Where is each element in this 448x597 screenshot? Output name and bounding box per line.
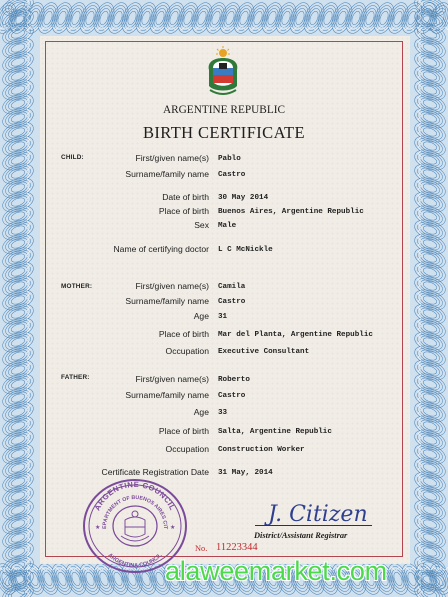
father-pob-value: Salta, Argentine Republic bbox=[218, 428, 332, 436]
father-surname-label: Surname/family name bbox=[125, 390, 209, 400]
svg-text:★: ★ bbox=[170, 525, 176, 531]
father-occupation-value: Construction Worker bbox=[218, 446, 305, 454]
serial-number: 11223344 bbox=[216, 542, 258, 553]
document-title: BIRTH CERTIFICATE bbox=[142, 123, 306, 142]
certifying-doctor-value: L C McNickle bbox=[218, 246, 273, 254]
father-age-label: Age bbox=[193, 407, 209, 417]
mother-pob-label: Place of birth bbox=[158, 329, 209, 339]
signature-line bbox=[255, 525, 372, 526]
child-pob-value: Buenos Aires, Argentine Republic bbox=[218, 208, 364, 216]
father-first-name-label: First/given name(s) bbox=[135, 374, 209, 384]
child-first-name-label: First/given name(s) bbox=[135, 153, 209, 163]
child-surname-value: Castro bbox=[218, 171, 246, 179]
signature-caption: District/Assistant Registrar bbox=[254, 531, 348, 540]
father-first-name-value: Roberto bbox=[218, 376, 250, 384]
mother-occupation-label: Occupation bbox=[165, 346, 209, 356]
section-mother-label: MOTHER: bbox=[61, 283, 93, 290]
mother-first-name-label: First/given name(s) bbox=[135, 281, 209, 291]
father-pob-label: Place of birth bbox=[158, 426, 209, 436]
father-surname-value: Castro bbox=[218, 392, 246, 400]
registrar-signature: J. Citizen bbox=[268, 502, 368, 527]
mother-surname-value: Castro bbox=[218, 298, 246, 306]
mother-age-value: 31 bbox=[218, 313, 228, 321]
child-surname-label: Surname/family name bbox=[125, 169, 209, 179]
registration-date-label: Certificate Registration Date bbox=[101, 467, 209, 477]
svg-text:ARGENTINA COUNCIL bbox=[107, 552, 164, 569]
serial-number-prefix: No. bbox=[195, 544, 208, 553]
child-sex-value: Male bbox=[218, 222, 237, 230]
svg-text:★: ★ bbox=[95, 525, 101, 531]
mother-occupation-value: Executive Consultant bbox=[218, 348, 310, 356]
mother-surname-label: Surname/family name bbox=[125, 296, 209, 306]
child-dob-value: 30 May 2014 bbox=[218, 194, 269, 202]
seal-inner-text: EPARTMENT OF BUENOS AIRES CIT bbox=[101, 494, 169, 530]
registration-date-value: 31 May, 2014 bbox=[218, 469, 273, 477]
child-pob-label: Place of birth bbox=[158, 206, 209, 216]
seal-outer-text: ARGENTINE COUNCIL bbox=[92, 479, 178, 512]
country-heading: ARGENTINE REPUBLIC bbox=[162, 104, 286, 116]
child-sex-label: Sex bbox=[194, 220, 209, 230]
mother-age-label: Age bbox=[193, 311, 209, 321]
mother-pob-value: Mar del Planta, Argentine Republic bbox=[218, 331, 373, 339]
certifying-doctor-label: Name of certifying doctor bbox=[113, 244, 209, 254]
child-first-name-value: Pablo bbox=[218, 155, 241, 163]
mother-first-name-value: Camila bbox=[218, 283, 246, 291]
site-watermark: alaweemarket.com bbox=[165, 556, 387, 586]
child-dob-label: Date of birth bbox=[162, 192, 209, 202]
section-child-label: CHILD: bbox=[61, 154, 84, 161]
seal-bottom-text: ARGENTINA COUNCIL bbox=[106, 552, 164, 570]
father-occupation-label: Occupation bbox=[165, 444, 209, 454]
father-age-value: 33 bbox=[218, 409, 228, 417]
section-father-label: FATHER: bbox=[61, 374, 90, 381]
coat-of-arms-emblem bbox=[202, 46, 244, 98]
